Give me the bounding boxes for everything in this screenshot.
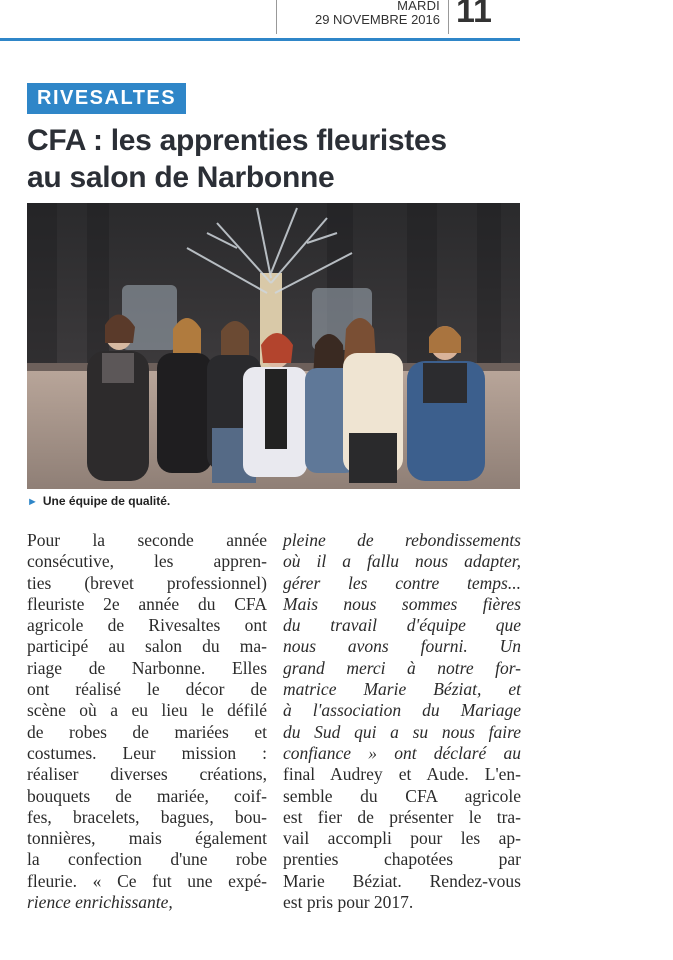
article-photo bbox=[27, 203, 520, 489]
body-line: ont réalisé le décor de bbox=[27, 679, 267, 700]
body-line: participé au salon du ma- bbox=[27, 636, 267, 657]
body-line: pleine de rebondissements bbox=[283, 530, 521, 550]
body-line: agricole de Rivesaltes ont bbox=[27, 615, 267, 636]
header-date: 29 NOVEMBRE 2016 bbox=[314, 12, 440, 27]
body-line: à l'association du Mariage bbox=[283, 700, 521, 721]
headline-line-1: CFA : les apprenties fleuristes bbox=[27, 124, 447, 157]
body-line: matrice Marie Béziat, et bbox=[283, 679, 521, 700]
body-line: est fier de présenter le tra- bbox=[283, 806, 521, 827]
body-line: de robes de mariées et bbox=[27, 721, 267, 742]
body-line: costumes. Leur mission : bbox=[27, 742, 267, 763]
header-day: MARDI bbox=[397, 0, 440, 13]
body-line: final Audrey et Aude. L'en- bbox=[283, 764, 521, 785]
header-divider bbox=[276, 0, 277, 34]
page-number: 11 bbox=[456, 0, 492, 30]
caption-text: Une équipe de qualité. bbox=[42, 494, 171, 508]
body-line: ties (brevet professionnel) bbox=[27, 572, 267, 593]
body-line: la confection d'une robe bbox=[27, 849, 267, 870]
body-line: grand merci à notre for- bbox=[283, 657, 521, 678]
body-line: où il a fallu nous adapter, bbox=[283, 551, 521, 572]
header-rule bbox=[0, 38, 520, 41]
body-line: du travail d'équipe que bbox=[283, 615, 521, 636]
article-column-right bbox=[283, 530, 521, 913]
body-line: rience enrichissante, bbox=[27, 892, 173, 913]
article-headline bbox=[27, 122, 527, 196]
body-line: confiance » ont déclaré au bbox=[283, 742, 521, 763]
body-line: consécutive, les appren- bbox=[27, 551, 267, 572]
body-line: fleuriste 2e année du CFA bbox=[27, 593, 267, 614]
headline-line-2: au salon de Narbonne bbox=[27, 161, 335, 194]
body-line: riage de Narbonne. Elles bbox=[27, 657, 267, 678]
header-divider-2 bbox=[448, 0, 449, 34]
body-line: Mais nous sommes fières bbox=[283, 593, 521, 614]
body-line: gérer les contre temps... bbox=[283, 572, 521, 593]
body-line: scène où a eu lieu le défilé bbox=[27, 700, 267, 721]
body-line: réaliser diverses créations, bbox=[27, 764, 267, 785]
caption-marker-icon: ► bbox=[27, 496, 38, 508]
photo-caption bbox=[27, 494, 170, 508]
body-line: tonnières, mais également bbox=[27, 828, 267, 849]
body-line: fes, bracelets, bagues, bou- bbox=[27, 806, 267, 827]
body-line: fleurie. « Ce fut une expé- bbox=[27, 870, 267, 891]
body-line: semble du CFA agricole bbox=[283, 785, 521, 806]
body-line: prenties chapotées par bbox=[283, 849, 521, 870]
body-line: nous avons fourni. Un bbox=[283, 636, 521, 657]
body-line: vail accompli pour les ap- bbox=[283, 828, 521, 849]
article-column-left bbox=[27, 530, 267, 913]
body-line: bouquets de mariée, coif- bbox=[27, 785, 267, 806]
body-line: du Sud qui a su nous faire bbox=[283, 721, 521, 742]
body-line: Marie Béziat. Rendez-vous bbox=[283, 870, 521, 891]
body-line: est pris pour 2017. bbox=[283, 892, 414, 913]
section-kicker: RIVESALTES bbox=[27, 83, 186, 114]
body-line: Pour la seconde année bbox=[27, 530, 267, 550]
